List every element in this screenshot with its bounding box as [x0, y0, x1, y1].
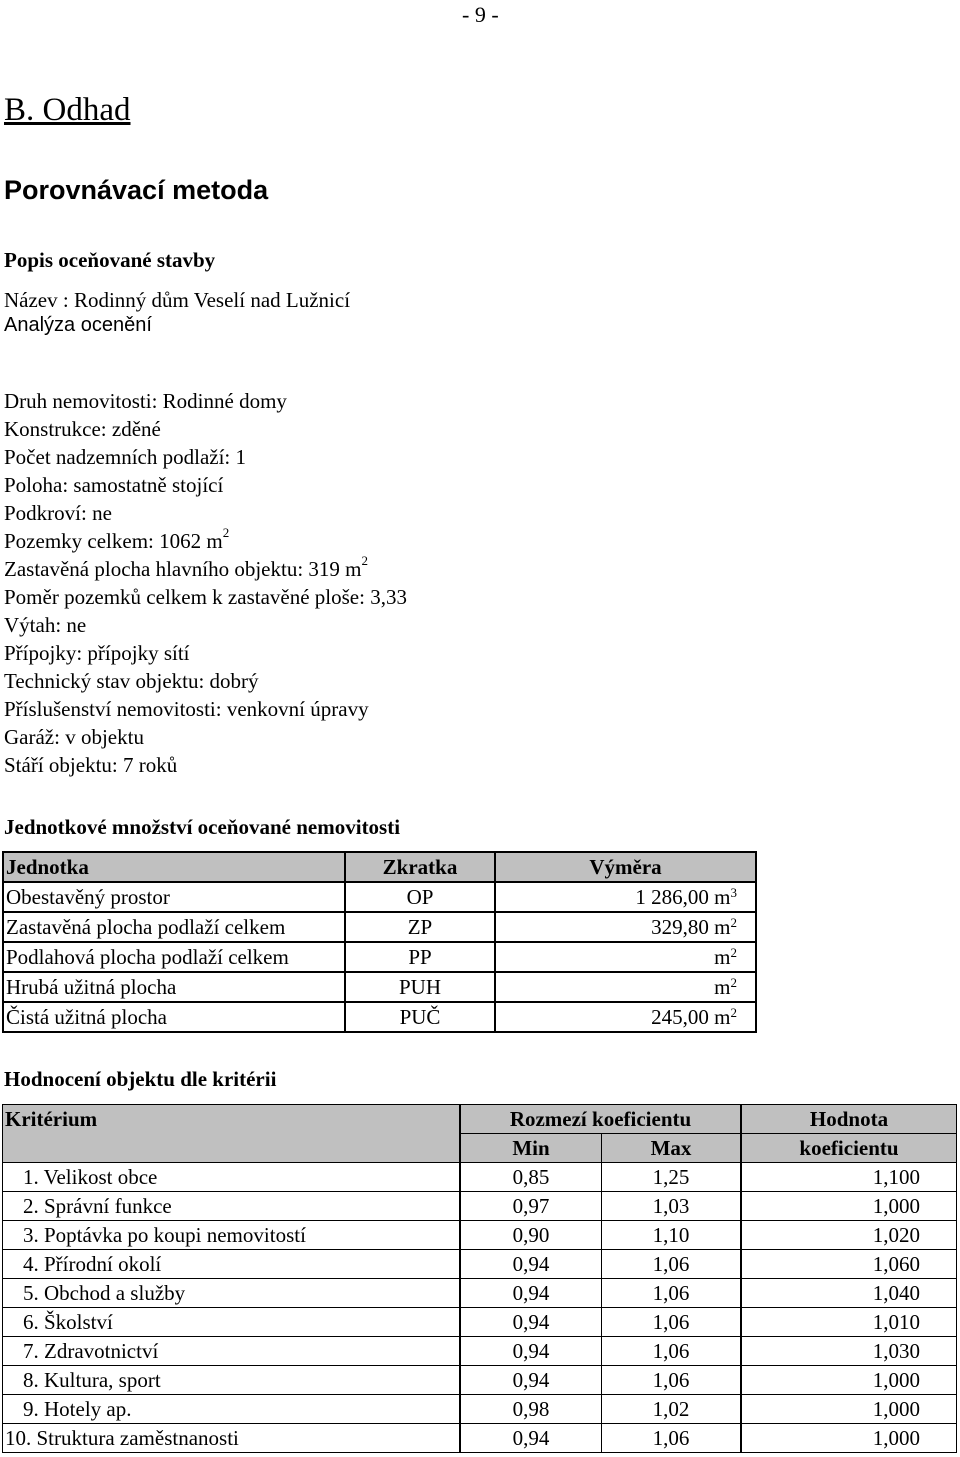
table-row	[3, 1395, 957, 1424]
criterion-min: 0,94	[460, 1308, 602, 1337]
unit-name: Zastavěná plocha podlaží celkem	[3, 912, 345, 942]
unit-abbr: PUH	[345, 972, 495, 1002]
criterion-value: 1,060	[741, 1250, 957, 1279]
criterion-value: 1,040	[741, 1279, 957, 1308]
name-line: Název : Rodinný dům Veselí nad Lužnicí	[4, 288, 351, 312]
criterion-max: 1,06	[602, 1424, 742, 1453]
criteria-header-row	[3, 1105, 957, 1134]
criteria-header-value-line2: koeficientu	[741, 1134, 957, 1163]
criteria-header-min: Min	[460, 1134, 602, 1163]
table-row	[3, 942, 756, 972]
criterion-min: 0,90	[460, 1221, 602, 1250]
unit-name: Podlahová plocha podlaží celkem	[3, 942, 345, 972]
unit-name: Hrubá užitná plocha	[3, 972, 345, 1002]
unit-value: 1 286,00 $m^3$	[495, 882, 756, 912]
unit-value: $m^2$	[495, 972, 756, 1002]
property-elevator: Výtah: ne	[4, 613, 87, 637]
analysis-heading: Analýza ocenění	[4, 314, 152, 336]
units-header-abbr: Zkratka	[345, 852, 495, 882]
unit-value: 329,80 $m^2$	[495, 912, 756, 942]
table-row	[3, 1337, 957, 1366]
criterion-min: 0,94	[460, 1366, 602, 1395]
property-garage: Garáž: v objektu	[4, 725, 144, 749]
criteria-header-criterion: Kritérium	[3, 1105, 461, 1163]
criterion-label: 6. Školství	[3, 1308, 461, 1337]
criterion-value: 1,030	[741, 1337, 957, 1366]
unit-name: Obestavěný prostor	[3, 882, 345, 912]
criterion-value: 1,010	[741, 1308, 957, 1337]
property-accessories: Příslušenství nemovitosti: venkovní úpravy	[4, 697, 369, 721]
property-location: Poloha: samostatně stojící	[4, 473, 224, 497]
property-condition: Technický stav objektu: dobrý	[4, 669, 259, 693]
criterion-value: 1,000	[741, 1192, 957, 1221]
property-connections: Přípojky: přípojky sítí	[4, 641, 190, 665]
criterion-min: 0,94	[460, 1250, 602, 1279]
description-heading: Popis oceňované stavby	[4, 248, 216, 272]
criterion-value: 1,000	[741, 1395, 957, 1424]
criterion-max: 1,06	[602, 1279, 742, 1308]
unit-value: 245,00 $m^2$	[495, 1002, 756, 1032]
property-land-ratio: Poměr pozemků celkem k zastavěné ploše: 3,33	[4, 585, 407, 609]
criterion-label: 9. Hotely ap.	[3, 1395, 461, 1424]
table-row	[3, 1221, 957, 1250]
property-age: Stáří objektu: 7 roků	[4, 753, 178, 777]
property-construction: Konstrukce: zděné	[4, 417, 161, 441]
table-row	[3, 1279, 957, 1308]
table-row	[3, 972, 756, 1002]
criterion-label: 3. Poptávka po koupi nemovitostí	[3, 1221, 461, 1250]
criterion-max: 1,06	[602, 1366, 742, 1395]
criterion-label: 10. Struktura zaměstnanosti	[3, 1424, 461, 1453]
criterion-value: 1,000	[741, 1424, 957, 1453]
criterion-min: 0,94	[460, 1424, 602, 1453]
units-heading: Jednotkové množství oceňované nemovitosti	[4, 815, 401, 839]
property-land-total: Pozemky celkem: 1062 $m^2$	[4, 525, 230, 553]
table-row	[3, 1366, 957, 1395]
unit-name: Čistá užitná plocha	[3, 1002, 345, 1032]
criterion-label: 2. Správní funkce	[3, 1192, 461, 1221]
criterion-value: 1,000	[741, 1366, 957, 1395]
criteria-table	[2, 1104, 957, 1453]
criteria-header-value-line1: Hodnota	[741, 1105, 957, 1134]
units-table	[2, 851, 757, 1033]
criteria-header-max: Max	[602, 1134, 742, 1163]
table-row	[3, 912, 756, 942]
criterion-label: 4. Přírodní okolí	[3, 1250, 461, 1279]
criterion-min: 0,94	[460, 1337, 602, 1366]
criterion-min: 0,97	[460, 1192, 602, 1221]
unit-abbr: ZP	[345, 912, 495, 942]
criterion-value: 1,020	[741, 1221, 957, 1250]
criterion-label: 7. Zdravotnictví	[3, 1337, 461, 1366]
table-row	[3, 882, 756, 912]
criterion-max: 1,06	[602, 1337, 742, 1366]
unit-abbr: OP	[345, 882, 495, 912]
criterion-label: 5. Obchod a služby	[3, 1279, 461, 1308]
method-title: Porovnávací metoda	[4, 175, 269, 205]
table-row	[3, 1163, 957, 1192]
property-attic: Podkroví: ne	[4, 501, 112, 525]
unit-abbr: PP	[345, 942, 495, 972]
criterion-value: 1,100	[741, 1163, 957, 1192]
criterion-max: 1,25	[602, 1163, 742, 1192]
table-row	[3, 1002, 756, 1032]
criterion-max: 1,03	[602, 1192, 742, 1221]
table-row	[3, 1192, 957, 1221]
criterion-min: 0,85	[460, 1163, 602, 1192]
unit-abbr: PUČ	[345, 1002, 495, 1032]
criteria-header-range: Rozmezí koeficientu	[460, 1105, 741, 1134]
criterion-max: 1,06	[602, 1250, 742, 1279]
criterion-min: 0,94	[460, 1279, 602, 1308]
criterion-min: 0,98	[460, 1395, 602, 1424]
property-built-area: Zastavěná plocha hlavního objektu: 319 $m^2$	[4, 553, 368, 581]
units-header-value: Výměra	[495, 852, 756, 882]
criterion-label: 1. Velikost obce	[3, 1163, 461, 1192]
units-header-row	[3, 852, 756, 882]
criterion-label: 8. Kultura, sport	[3, 1366, 461, 1395]
property-type: Druh nemovitosti: Rodinné domy	[4, 389, 287, 413]
table-row	[3, 1308, 957, 1337]
page-number: - 9 -	[462, 2, 499, 27]
property-floors: Počet nadzemních podlaží: 1	[4, 445, 247, 469]
units-header-unit: Jednotka	[3, 852, 345, 882]
criterion-max: 1,02	[602, 1395, 742, 1424]
criterion-max: 1,06	[602, 1308, 742, 1337]
criterion-max: 1,10	[602, 1221, 742, 1250]
table-row	[3, 1424, 957, 1453]
criteria-heading: Hodnocení objektu dle kritérii	[4, 1067, 277, 1091]
table-row	[3, 1250, 957, 1279]
section-title: B. Odhad	[4, 92, 131, 128]
unit-value: $m^2$	[495, 942, 756, 972]
